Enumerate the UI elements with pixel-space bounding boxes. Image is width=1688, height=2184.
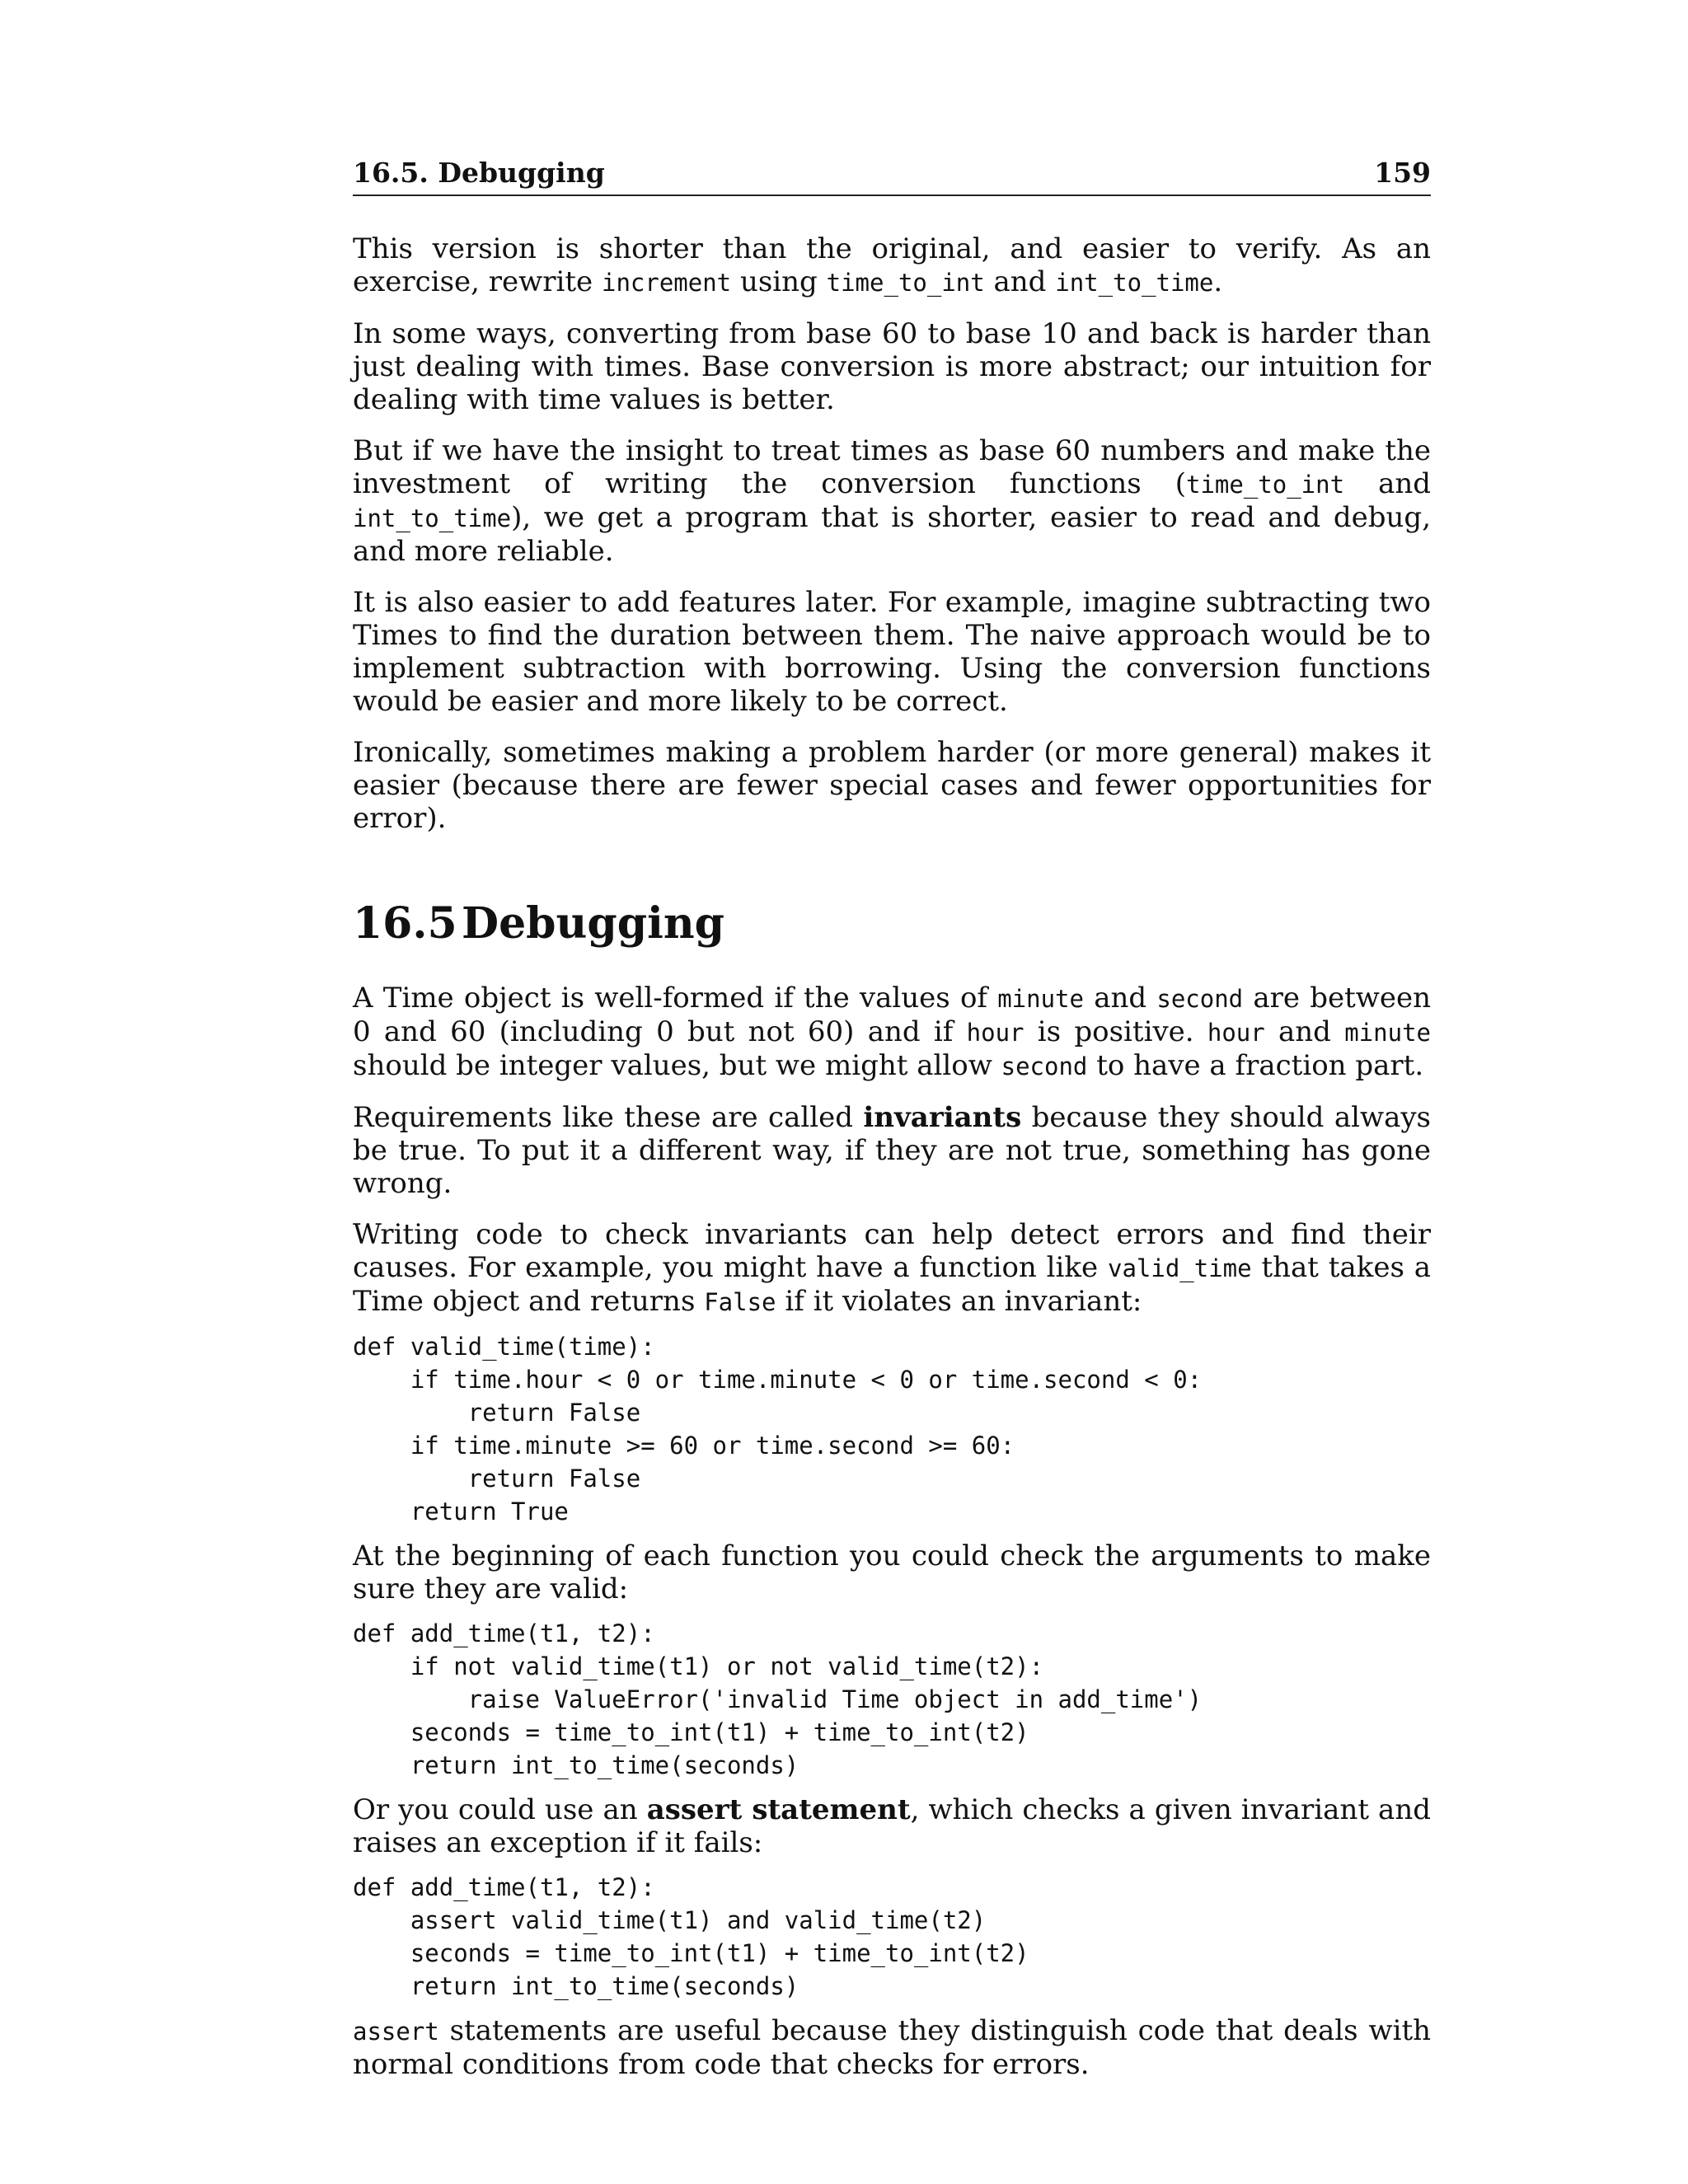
code-block-add-time-check: def add_time(t1, t2): if not valid_time(t1) or not valid_time(t2): raise ValueError('invalid Time object in add_time') seconds = time_to_int(t1) + time_to_int(t2) return int_to_time(seconds) xyxy=(353,1619,1203,1779)
inline-code: int_to_time xyxy=(353,504,512,532)
inline-code: int_to_time xyxy=(1055,268,1214,297)
inline-code: time_to_int xyxy=(1186,470,1345,499)
paragraph-invariants: Requirements like these are called invariants because they should always be true. To put it a different way, if they are not true, something has gone wrong. xyxy=(353,1100,1431,1200)
term-assert-statement: assert statement xyxy=(646,1793,911,1826)
running-header xyxy=(353,157,1431,196)
inline-code: time_to_int xyxy=(826,268,985,297)
paragraph-wellformed: A Time object is well-formed if the values of minute and second are between 0 and 60 (including 0 but not 60) and if hour is positive. hour and minute should be integer values, but we might allow second to have a fraction part. xyxy=(353,981,1431,1082)
paragraph-check-invariants: Writing code to check invariants can help detect errors and find their causes. For example, you might have a function like valid_time that takes a Time object and returns False if it violates an invariant: xyxy=(353,1217,1431,1318)
code-block-add-time-assert: def add_time(t1, t2): assert valid_time(t1) and valid_time(t2) seconds = time_to_int(t1) + time_to_int(t2) return int_to_time(seconds) xyxy=(353,1872,1029,2000)
header-section-title: 16.5. Debugging xyxy=(353,157,605,189)
inline-code: increment xyxy=(601,268,732,297)
paragraph-intro-1: This version is shorter than the original, and easier to verify. As an exercise, rewrite increment using time_to_int and int_to_time. xyxy=(353,232,1431,298)
inline-code: minute xyxy=(997,984,1084,1013)
page-number: 159 xyxy=(1374,157,1431,189)
paragraph-assert: Or you could use an assert statement, which checks a given invariant and raises an exception if it fails: xyxy=(353,1793,1431,1859)
section-heading xyxy=(353,899,1431,949)
paragraph-intro-5: Ironically, sometimes making a problem harder (or more general) makes it easier (because there are fewer special cases and fewer opportunities for error). xyxy=(353,735,1431,835)
inline-code: hour xyxy=(1207,1018,1265,1047)
book-page xyxy=(353,157,1431,2099)
paragraph-intro-4: It is also easier to add features later. For example, imagine subtracting two Times to find the duration between them. The naive approach would be to implement subtraction with borrowing. Using the conversion functions would be easier and more likely to be correct. xyxy=(353,585,1431,718)
section-title: Debugging xyxy=(462,898,724,949)
inline-code: second xyxy=(1156,984,1244,1013)
inline-code: hour xyxy=(966,1018,1025,1047)
paragraph-intro-2: In some ways, converting from base 60 to base 10 and back is harder than just dealing with times. Base conversion is more abstract; our intuition for dealing with time values is better. xyxy=(353,316,1431,416)
paragraph-assert-useful: assert statements are useful because they distinguish code that deals with normal conditions from code that checks for errors. xyxy=(353,2013,1431,2081)
code-block-valid-time: def valid_time(time): if time.hour < 0 or time.minute < 0 or time.second < 0: return False if time.minute >= 60 or time.second >= 60: return False return True xyxy=(353,1332,1203,1526)
paragraph-intro-3: But if we have the insight to treat times as base 60 numbers and make the investment of writing the conversion functions (time_to_int and int_to_time), we get a program that is shorter, easier to read and debug, and more reliable. xyxy=(353,434,1431,568)
inline-code: minute xyxy=(1344,1018,1431,1047)
inline-code: False xyxy=(704,1287,776,1316)
inline-code: assert xyxy=(353,2017,439,2046)
inline-code: valid_time xyxy=(1108,1254,1252,1282)
term-invariants: invariants xyxy=(863,1100,1022,1134)
section-number: 16.5 xyxy=(353,898,457,949)
inline-code: second xyxy=(1001,1052,1088,1080)
paragraph-check-arguments: At the beginning of each function you could check the arguments to make sure they are valid: xyxy=(353,1539,1431,1605)
